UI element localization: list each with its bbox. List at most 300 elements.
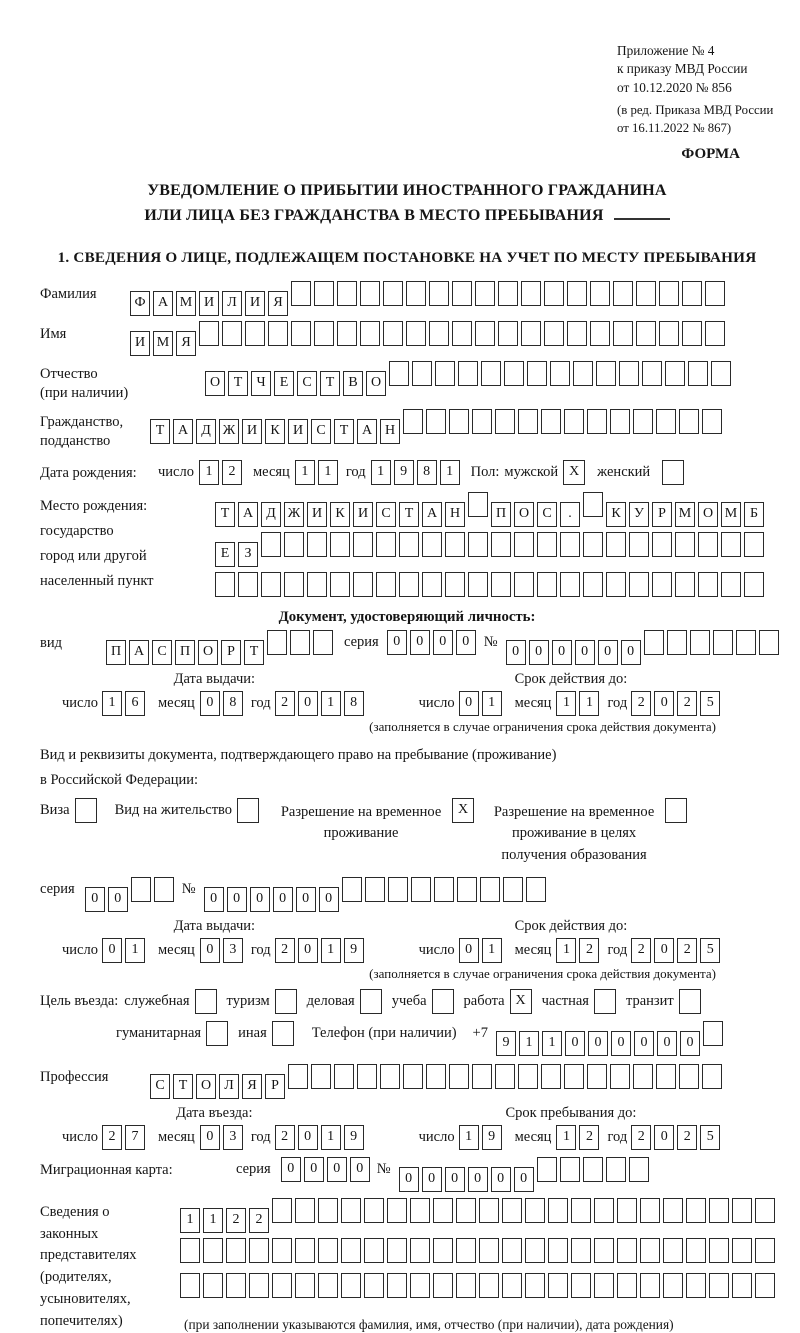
form-cell[interactable]: А [153, 291, 173, 316]
form-cell[interactable] [314, 281, 334, 306]
form-cell[interactable]: И [288, 419, 308, 444]
form-cell[interactable]: 2 [275, 938, 295, 963]
form-cell[interactable]: 1 [321, 691, 341, 716]
form-cell[interactable]: Т [150, 419, 170, 444]
work-checkbox[interactable]: X [510, 989, 532, 1014]
form-cell[interactable]: 3 [223, 1125, 243, 1150]
form-cell[interactable] [422, 572, 442, 597]
form-cell[interactable] [468, 572, 488, 597]
form-cell[interactable]: 5 [700, 1125, 720, 1150]
form-cell[interactable]: 5 [700, 938, 720, 963]
form-cell[interactable] [342, 877, 362, 902]
form-cell[interactable] [498, 321, 518, 346]
form-cell[interactable] [652, 532, 672, 557]
form-cell[interactable] [617, 1238, 637, 1263]
form-cell[interactable] [429, 281, 449, 306]
form-cell[interactable] [353, 572, 373, 597]
form-cell[interactable] [429, 321, 449, 346]
form-cell[interactable] [383, 321, 403, 346]
form-cell[interactable] [475, 281, 495, 306]
form-cell[interactable] [330, 572, 350, 597]
form-cell[interactable] [412, 361, 432, 386]
form-cell[interactable] [544, 321, 564, 346]
form-cell[interactable] [709, 1273, 729, 1298]
form-cell[interactable]: 8 [344, 691, 364, 716]
form-cell[interactable] [744, 572, 764, 597]
form-cell[interactable]: 0 [468, 1167, 488, 1192]
form-cell[interactable]: 0 [350, 1157, 370, 1182]
form-cell[interactable] [759, 630, 779, 655]
form-cell[interactable]: 9 [482, 1125, 502, 1150]
form-cell[interactable] [433, 1273, 453, 1298]
form-cell[interactable] [613, 321, 633, 346]
form-cell[interactable]: П [106, 640, 126, 665]
form-cell[interactable] [755, 1238, 775, 1263]
form-cell[interactable] [353, 532, 373, 557]
form-cell[interactable] [364, 1198, 384, 1223]
form-cell[interactable] [665, 361, 685, 386]
form-cell[interactable] [180, 1273, 200, 1298]
form-cell[interactable] [732, 1238, 752, 1263]
form-cell[interactable]: 1 [440, 460, 460, 485]
form-cell[interactable] [491, 572, 511, 597]
form-cell[interactable]: 1 [295, 460, 315, 485]
form-cell[interactable] [640, 1238, 660, 1263]
form-cell[interactable] [679, 409, 699, 434]
form-cell[interactable]: П [175, 640, 195, 665]
form-cell[interactable]: Я [268, 291, 288, 316]
form-cell[interactable] [435, 361, 455, 386]
form-cell[interactable]: 1 [199, 460, 219, 485]
form-cell[interactable]: 0 [108, 887, 128, 912]
form-cell[interactable] [656, 1064, 676, 1089]
form-cell[interactable] [376, 532, 396, 557]
form-cell[interactable]: К [265, 419, 285, 444]
form-cell[interactable]: С [297, 371, 317, 396]
form-cell[interactable] [307, 532, 327, 557]
form-cell[interactable]: 0 [459, 938, 479, 963]
form-cell[interactable]: 9 [394, 460, 414, 485]
form-cell[interactable] [452, 281, 472, 306]
form-cell[interactable] [679, 1064, 699, 1089]
form-cell[interactable] [249, 1273, 269, 1298]
sex-female-checkbox[interactable] [662, 460, 684, 485]
form-cell[interactable]: К [606, 502, 626, 527]
form-cell[interactable] [537, 532, 557, 557]
form-cell[interactable] [249, 1238, 269, 1263]
form-cell[interactable]: М [675, 502, 695, 527]
form-cell[interactable] [337, 321, 357, 346]
form-cell[interactable] [571, 1273, 591, 1298]
form-cell[interactable]: Ф [130, 291, 150, 316]
form-cell[interactable] [403, 409, 423, 434]
form-cell[interactable] [434, 877, 454, 902]
form-cell[interactable] [644, 630, 664, 655]
form-cell[interactable]: 1 [321, 938, 341, 963]
form-cell[interactable] [518, 409, 538, 434]
form-cell[interactable] [388, 877, 408, 902]
form-cell[interactable]: 2 [275, 691, 295, 716]
form-cell[interactable] [360, 321, 380, 346]
form-cell[interactable] [452, 321, 472, 346]
form-cell[interactable] [502, 1198, 522, 1223]
form-cell[interactable]: 2 [579, 938, 599, 963]
form-cell[interactable] [475, 321, 495, 346]
form-cell[interactable] [222, 321, 242, 346]
form-cell[interactable] [550, 361, 570, 386]
form-cell[interactable]: 0 [433, 630, 453, 655]
form-cell[interactable] [590, 321, 610, 346]
form-cell[interactable] [502, 1238, 522, 1263]
form-cell[interactable]: Н [380, 419, 400, 444]
form-cell[interactable]: В [343, 371, 363, 396]
form-cell[interactable] [583, 572, 603, 597]
form-cell[interactable]: О [366, 371, 386, 396]
form-cell[interactable]: 0 [598, 640, 618, 665]
form-cell[interactable]: 0 [514, 1167, 534, 1192]
form-cell[interactable]: Т [228, 371, 248, 396]
study-checkbox[interactable] [432, 989, 454, 1014]
form-cell[interactable]: Е [274, 371, 294, 396]
form-cell[interactable]: 0 [621, 640, 641, 665]
form-cell[interactable]: С [152, 640, 172, 665]
form-cell[interactable] [387, 1238, 407, 1263]
form-cell[interactable]: И [130, 331, 150, 356]
form-cell[interactable]: 0 [506, 640, 526, 665]
form-cell[interactable] [311, 1064, 331, 1089]
form-cell[interactable] [703, 1021, 723, 1046]
form-cell[interactable] [341, 1238, 361, 1263]
form-cell[interactable] [633, 1064, 653, 1089]
form-cell[interactable] [564, 1064, 584, 1089]
form-cell[interactable] [272, 1198, 292, 1223]
residence-permit-checkbox[interactable] [237, 798, 259, 823]
form-cell[interactable] [341, 1273, 361, 1298]
form-cell[interactable]: 1 [321, 1125, 341, 1150]
official-checkbox[interactable] [195, 989, 217, 1014]
form-cell[interactable]: 0 [634, 1031, 654, 1056]
form-cell[interactable] [640, 1198, 660, 1223]
form-cell[interactable] [698, 572, 718, 597]
form-cell[interactable]: 0 [298, 691, 318, 716]
form-cell[interactable] [629, 532, 649, 557]
form-cell[interactable]: Н [445, 502, 465, 527]
form-cell[interactable]: 0 [611, 1031, 631, 1056]
form-cell[interactable] [617, 1273, 637, 1298]
form-cell[interactable] [495, 409, 515, 434]
form-cell[interactable]: 2 [631, 691, 651, 716]
form-cell[interactable]: Ж [219, 419, 239, 444]
form-cell[interactable] [548, 1238, 568, 1263]
form-cell[interactable] [636, 321, 656, 346]
form-cell[interactable] [284, 572, 304, 597]
form-cell[interactable]: А [422, 502, 442, 527]
form-cell[interactable]: 2 [677, 938, 697, 963]
form-cell[interactable]: Ж [284, 502, 304, 527]
form-cell[interactable]: 2 [249, 1208, 269, 1233]
form-cell[interactable] [284, 532, 304, 557]
form-cell[interactable] [521, 321, 541, 346]
form-cell[interactable]: 3 [223, 938, 243, 963]
form-cell[interactable]: С [150, 1074, 170, 1099]
sex-male-checkbox[interactable]: X [563, 460, 585, 485]
form-cell[interactable]: 9 [496, 1031, 516, 1056]
form-cell[interactable] [675, 572, 695, 597]
form-cell[interactable] [548, 1198, 568, 1223]
form-cell[interactable] [705, 321, 725, 346]
form-cell[interactable] [721, 572, 741, 597]
form-cell[interactable] [491, 532, 511, 557]
form-cell[interactable] [337, 281, 357, 306]
form-cell[interactable]: 0 [654, 938, 674, 963]
form-cell[interactable] [433, 1198, 453, 1223]
form-cell[interactable]: Т [244, 640, 264, 665]
form-cell[interactable] [567, 321, 587, 346]
form-cell[interactable] [272, 1238, 292, 1263]
form-cell[interactable]: О [198, 640, 218, 665]
form-cell[interactable] [295, 1238, 315, 1263]
form-cell[interactable] [525, 1273, 545, 1298]
form-cell[interactable] [686, 1198, 706, 1223]
form-cell[interactable]: 0 [565, 1031, 585, 1056]
form-cell[interactable]: Д [261, 502, 281, 527]
form-cell[interactable] [613, 281, 633, 306]
form-cell[interactable] [686, 1273, 706, 1298]
form-cell[interactable]: З [238, 542, 258, 567]
form-cell[interactable] [629, 1157, 649, 1182]
form-cell[interactable]: 1 [318, 460, 338, 485]
form-cell[interactable]: 7 [125, 1125, 145, 1150]
form-cell[interactable] [594, 1273, 614, 1298]
form-cell[interactable] [360, 281, 380, 306]
form-cell[interactable]: 0 [298, 938, 318, 963]
form-cell[interactable] [629, 572, 649, 597]
form-cell[interactable] [445, 532, 465, 557]
form-cell[interactable]: 0 [200, 691, 220, 716]
form-cell[interactable] [267, 630, 287, 655]
form-cell[interactable]: Я [176, 331, 196, 356]
form-cell[interactable]: А [129, 640, 149, 665]
form-cell[interactable] [711, 361, 731, 386]
form-cell[interactable]: 0 [575, 640, 595, 665]
form-cell[interactable]: 0 [399, 1167, 419, 1192]
form-cell[interactable] [318, 1198, 338, 1223]
form-cell[interactable] [514, 572, 534, 597]
form-cell[interactable]: О [514, 502, 534, 527]
form-cell[interactable] [480, 877, 500, 902]
form-cell[interactable] [399, 532, 419, 557]
form-cell[interactable] [541, 1064, 561, 1089]
form-cell[interactable] [686, 1238, 706, 1263]
form-cell[interactable]: 0 [657, 1031, 677, 1056]
form-cell[interactable] [525, 1198, 545, 1223]
form-cell[interactable] [541, 409, 561, 434]
form-cell[interactable] [587, 409, 607, 434]
form-cell[interactable] [690, 630, 710, 655]
form-cell[interactable] [567, 281, 587, 306]
form-cell[interactable] [495, 1064, 515, 1089]
business-checkbox[interactable] [360, 989, 382, 1014]
form-cell[interactable]: 5 [700, 691, 720, 716]
form-cell[interactable] [659, 321, 679, 346]
form-cell[interactable]: 0 [102, 938, 122, 963]
form-cell[interactable]: 1 [180, 1208, 200, 1233]
form-cell[interactable] [702, 409, 722, 434]
form-cell[interactable] [226, 1238, 246, 1263]
form-cell[interactable]: С [376, 502, 396, 527]
form-cell[interactable] [617, 1198, 637, 1223]
form-cell[interactable]: У [629, 502, 649, 527]
form-cell[interactable] [606, 1157, 626, 1182]
form-cell[interactable] [736, 630, 756, 655]
form-cell[interactable] [399, 572, 419, 597]
form-cell[interactable] [479, 1273, 499, 1298]
form-cell[interactable]: 0 [445, 1167, 465, 1192]
form-cell[interactable] [410, 1198, 430, 1223]
form-cell[interactable] [245, 321, 265, 346]
form-cell[interactable] [341, 1198, 361, 1223]
form-cell[interactable]: Т [399, 502, 419, 527]
form-cell[interactable]: 0 [529, 640, 549, 665]
form-cell[interactable] [131, 877, 151, 902]
form-cell[interactable]: 0 [491, 1167, 511, 1192]
form-cell[interactable] [498, 281, 518, 306]
form-cell[interactable] [682, 281, 702, 306]
form-cell[interactable]: 0 [459, 691, 479, 716]
form-cell[interactable]: 0 [250, 887, 270, 912]
form-cell[interactable]: 1 [203, 1208, 223, 1233]
form-cell[interactable]: 1 [102, 691, 122, 716]
form-cell[interactable] [663, 1238, 683, 1263]
form-cell[interactable] [458, 361, 478, 386]
form-cell[interactable] [334, 1064, 354, 1089]
form-cell[interactable]: 0 [410, 630, 430, 655]
form-cell[interactable] [560, 1157, 580, 1182]
form-cell[interactable] [656, 409, 676, 434]
form-cell[interactable]: 1 [459, 1125, 479, 1150]
form-cell[interactable]: Р [265, 1074, 285, 1099]
form-cell[interactable] [709, 1238, 729, 1263]
humanitarian-checkbox[interactable] [206, 1021, 228, 1046]
form-cell[interactable] [502, 1273, 522, 1298]
form-cell[interactable]: 1 [519, 1031, 539, 1056]
form-cell[interactable]: Ч [251, 371, 271, 396]
form-cell[interactable]: 1 [371, 460, 391, 485]
form-cell[interactable]: А [357, 419, 377, 444]
form-cell[interactable]: И [245, 291, 265, 316]
form-cell[interactable]: 2 [226, 1208, 246, 1233]
form-cell[interactable] [364, 1273, 384, 1298]
form-cell[interactable]: 8 [223, 691, 243, 716]
form-cell[interactable]: С [537, 502, 557, 527]
form-cell[interactable] [318, 1273, 338, 1298]
form-cell[interactable]: 0 [680, 1031, 700, 1056]
form-cell[interactable]: 0 [422, 1167, 442, 1192]
form-cell[interactable] [652, 572, 672, 597]
form-cell[interactable]: 2 [102, 1125, 122, 1150]
form-cell[interactable] [410, 1238, 430, 1263]
form-cell[interactable]: 0 [281, 1157, 301, 1182]
form-cell[interactable] [526, 877, 546, 902]
form-cell[interactable] [203, 1238, 223, 1263]
form-cell[interactable]: 2 [631, 938, 651, 963]
form-cell[interactable] [636, 281, 656, 306]
form-cell[interactable] [426, 1064, 446, 1089]
form-cell[interactable] [675, 532, 695, 557]
form-cell[interactable] [732, 1273, 752, 1298]
form-cell[interactable]: 0 [654, 691, 674, 716]
form-cell[interactable]: 1 [125, 938, 145, 963]
other-purpose-checkbox[interactable] [272, 1021, 294, 1046]
form-cell[interactable] [571, 1238, 591, 1263]
title-blank-line[interactable] [614, 205, 670, 220]
form-cell[interactable]: А [173, 419, 193, 444]
form-cell[interactable] [755, 1198, 775, 1223]
form-cell[interactable] [755, 1273, 775, 1298]
form-cell[interactable] [383, 281, 403, 306]
form-cell[interactable]: 2 [579, 1125, 599, 1150]
form-cell[interactable] [663, 1198, 683, 1223]
form-cell[interactable] [521, 281, 541, 306]
form-cell[interactable]: Е [215, 542, 235, 567]
form-cell[interactable] [457, 877, 477, 902]
form-cell[interactable] [514, 532, 534, 557]
form-cell[interactable] [411, 877, 431, 902]
form-cell[interactable] [564, 409, 584, 434]
form-cell[interactable] [314, 321, 334, 346]
form-cell[interactable]: А [238, 502, 258, 527]
form-cell[interactable]: 0 [85, 887, 105, 912]
form-cell[interactable]: 0 [200, 938, 220, 963]
form-cell[interactable]: . [560, 502, 580, 527]
form-cell[interactable] [238, 572, 258, 597]
form-cell[interactable] [456, 1273, 476, 1298]
form-cell[interactable]: Л [219, 1074, 239, 1099]
form-cell[interactable] [403, 1064, 423, 1089]
form-cell[interactable] [472, 409, 492, 434]
form-cell[interactable] [544, 281, 564, 306]
form-cell[interactable]: 0 [588, 1031, 608, 1056]
form-cell[interactable] [456, 1238, 476, 1263]
form-cell[interactable] [154, 877, 174, 902]
form-cell[interactable] [410, 1273, 430, 1298]
form-cell[interactable] [732, 1198, 752, 1223]
form-cell[interactable]: 1 [579, 691, 599, 716]
form-cell[interactable] [594, 1238, 614, 1263]
form-cell[interactable] [610, 409, 630, 434]
form-cell[interactable] [525, 1238, 545, 1263]
form-cell[interactable] [291, 321, 311, 346]
form-cell[interactable]: Т [173, 1074, 193, 1099]
transit-checkbox[interactable] [679, 989, 701, 1014]
form-cell[interactable]: С [311, 419, 331, 444]
form-cell[interactable] [642, 361, 662, 386]
form-cell[interactable] [571, 1198, 591, 1223]
form-cell[interactable]: Р [652, 502, 672, 527]
form-cell[interactable] [682, 321, 702, 346]
form-cell[interactable] [406, 281, 426, 306]
form-cell[interactable] [272, 1273, 292, 1298]
form-cell[interactable]: М [153, 331, 173, 356]
form-cell[interactable] [295, 1273, 315, 1298]
form-cell[interactable] [713, 630, 733, 655]
temporary-residence-education-checkbox[interactable] [665, 798, 687, 823]
form-cell[interactable] [433, 1238, 453, 1263]
form-cell[interactable] [479, 1238, 499, 1263]
form-cell[interactable] [288, 1064, 308, 1089]
form-cell[interactable] [610, 1064, 630, 1089]
form-cell[interactable] [583, 492, 603, 517]
